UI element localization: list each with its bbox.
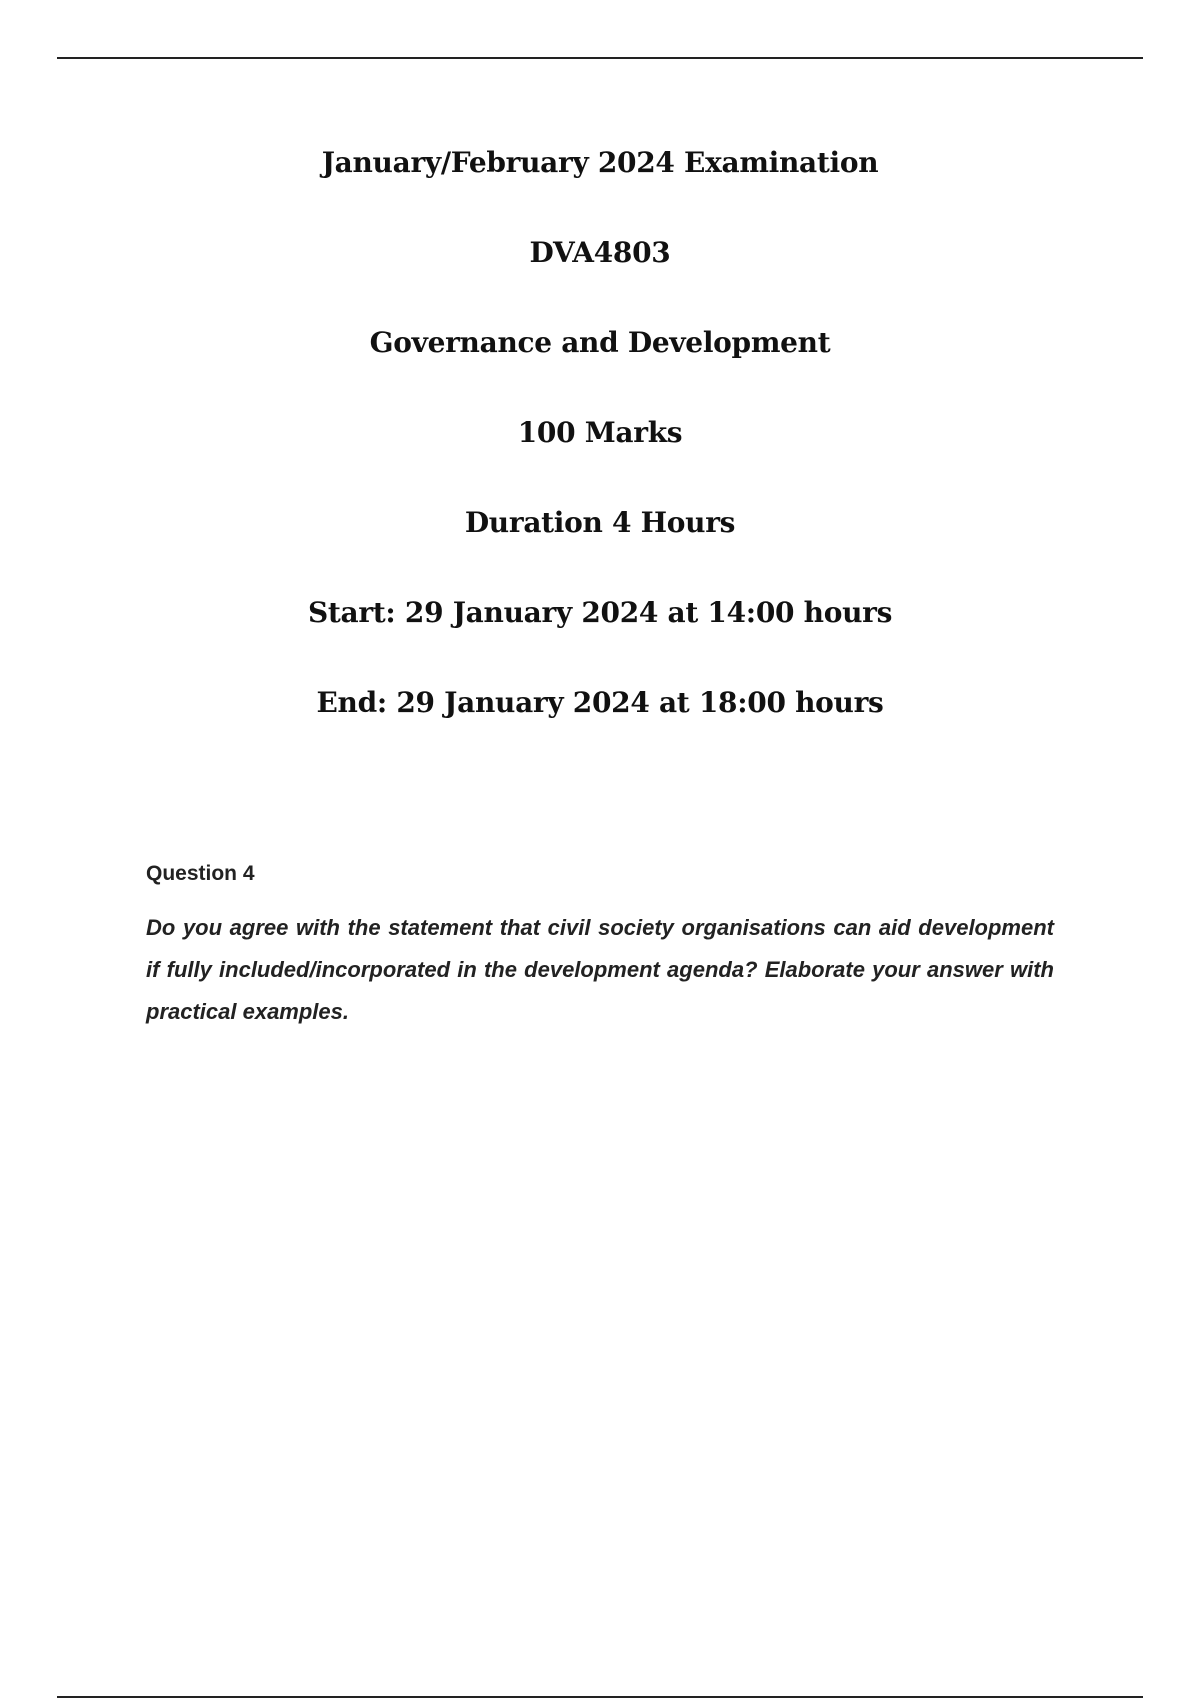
module-code: DVA4803 — [529, 236, 671, 269]
exam-session: January/February 2024 Examination — [321, 146, 879, 179]
exam-end: End: 29 January 2024 at 18:00 hours — [316, 686, 884, 719]
question-title: Question 4 — [146, 862, 255, 885]
exam-header — [0, 146, 1200, 776]
question-section — [146, 861, 1054, 1033]
exam-start: Start: 29 January 2024 at 14:00 hours — [307, 596, 893, 629]
total-marks: 100 Marks — [517, 416, 683, 449]
exam-duration: Duration 4 Hours — [464, 506, 736, 539]
question-text: Do you agree with the statement that civil society organisations can aid development if fully included/incorporated in the development agenda? Elaborate your answer with practical examples. — [146, 915, 1054, 1024]
bottom-rule — [57, 1696, 1143, 1698]
module-title: Governance and Development — [369, 326, 831, 359]
top-rule — [57, 57, 1143, 59]
